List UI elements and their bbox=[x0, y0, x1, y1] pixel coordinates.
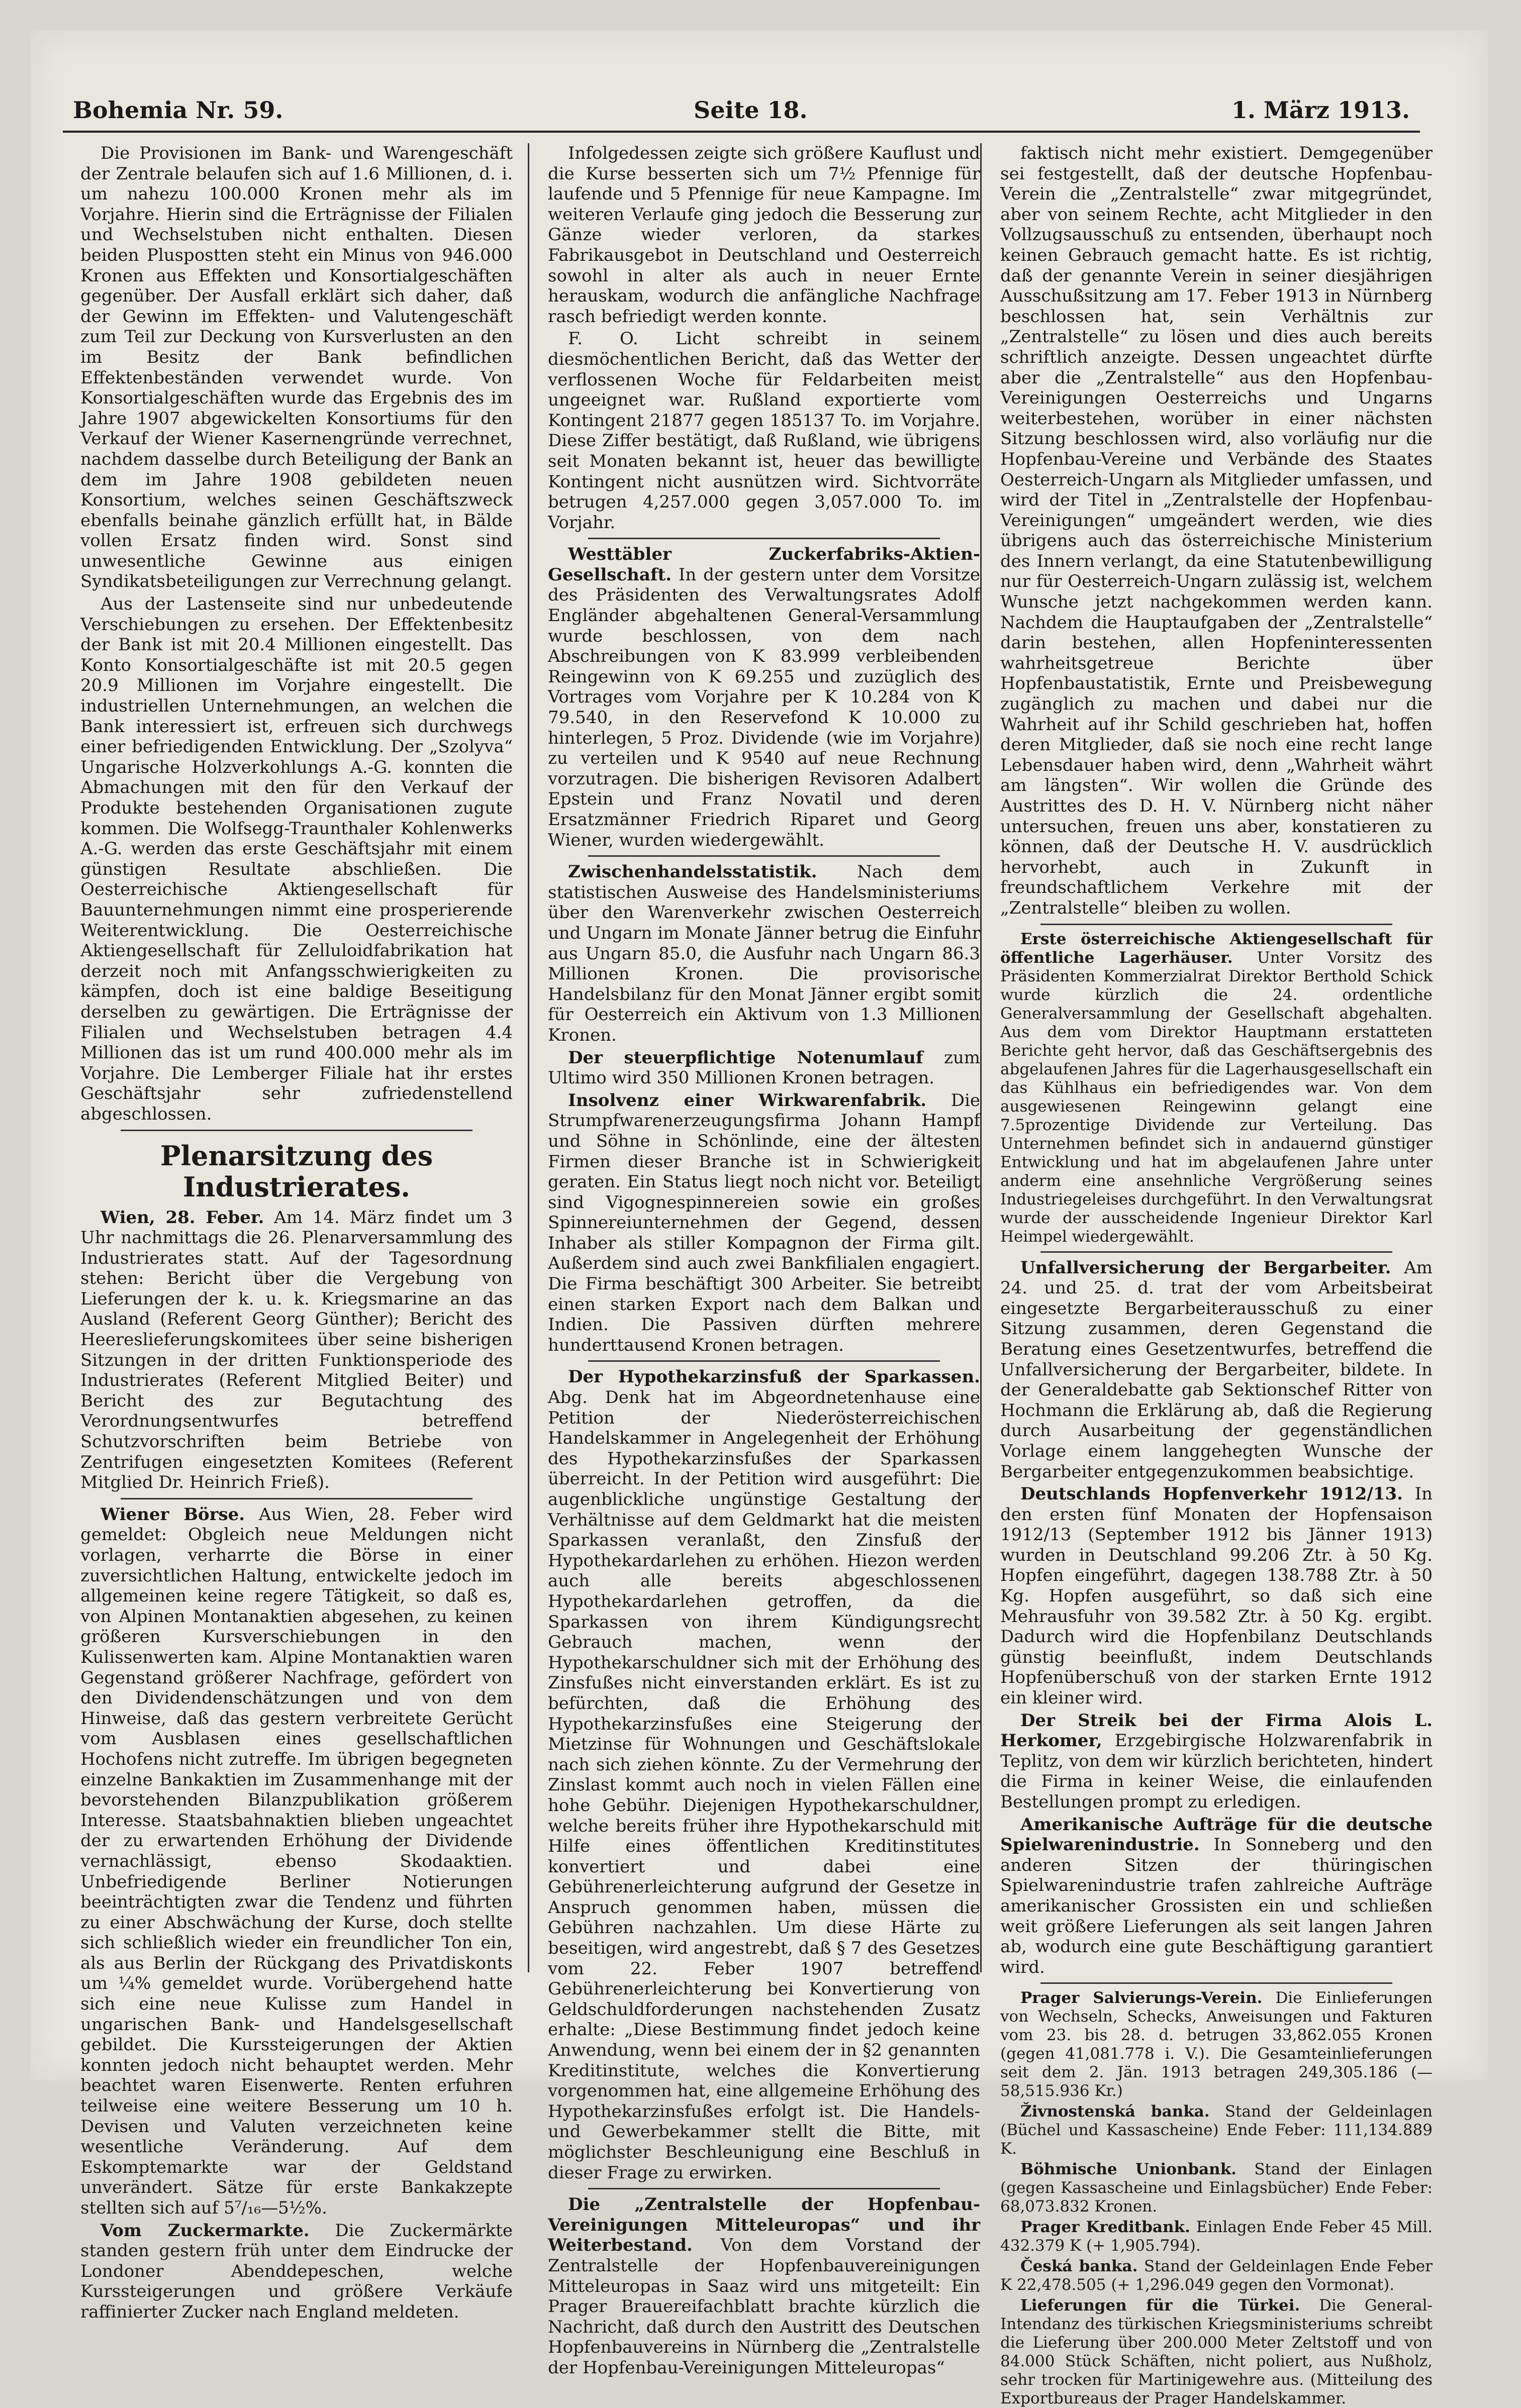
article-divider bbox=[588, 2188, 940, 2189]
article-lead: Prager Kreditbank. bbox=[1020, 2218, 1190, 2237]
article-divider bbox=[121, 1130, 472, 1131]
article-paragraph bbox=[1000, 1484, 1433, 1709]
article-body: Am 14. März findet um 3 Uhr nachmittags die 26. Plenarversammlung des Industrierates statt. Auf der Tagesordnung stehen: Bericht über die Vergebung von Lieferungen der k. u. k. Kriegsmarine an das Ausland (Referent Georg Günther); Bericht des Heereslieferungskomitees über seine bisherigen Sitzungen in der dritten Funktionsperiode des Industrierates (Referent Mitglied Beiter) und Bericht des zur Begutachtung des Verordnungsentwurfes betreffend Schutzvorschriften beim Betriebe von Zentrifugen eingesetzten Komitees (Referent Mitglied Dr. Heinrich Frieß). bbox=[80, 1207, 513, 1493]
article-body: Aus Wien, 28. Feber wird gemeldet: Obgleich neue Meldungen nicht vorlagen, verharrte die Börse in einer zuversichtlichen Haltung, entwickelte jedoch im allgemeinen keine regere Tätigkeit, so daß es, von Alpinen Montanaktien abgesehen, zu keinen größeren Kursverschiebungen in den Kulissenwerten kam. Alpine Montanaktien waren Gegenstand größerer Nachfrage, gefördert von den Dividendenschätzungen und von dem Hinweise, daß das gestern verbreitete Gerücht vom Ausblasen eines gesellschaftlichen Hochofens nicht zutreffe. Im übrigen begegneten einzelne Bankaktien im Zusammenhange mit der bevorstehenden Bilanzpublikation größerem Interesse. Staatsbahnaktien blieben ungeachtet der zu erwartenden Erhöhung der Dividende vernachlässigt, ebenso Skodaaktien. Unbefriedigende Berliner Notierungen beeinträchtigten zwar die Tendenz und führten zu einer Abschwächung der Kurse, doch stellte sich schließlich wieder ein freundlicher Ton ein, als aus Berlin der Rückgang des Privatdiskonts um ¼% gemeldet wurde. Vorübergehend hatte sich eine neue Kulisse zum Handel in ungarischen Bank- und Handelsgesellschaft gebildet. Die Kurssteigerungen der Aktien konnten jedoch nicht behauptet werden. Mehr beachtet waren Eisenwerte. Renten erfuhren teilweise eine weitere Besserung um 10 h. Devisen und Valuten verzeichneten keine wesentliche Veränderung. Auf dem Eskomptemarkte war der Geldstand unverändert. Sätze für erste Bankakzepte stellten sich auf 5⁷/₁₆—5½%. bbox=[80, 1504, 513, 2218]
article-paragraph bbox=[1000, 2257, 1433, 2294]
article-body: Erzgebirgische Holzwarenfabrik in Teplitz, von dem wir kürzlich berichteten, hindert die Firma in keiner Weise, die einlaufenden Bestellungen prompt zu erledigen. bbox=[1000, 1731, 1433, 1812]
article-lead: Živnostenská banka. bbox=[1020, 2102, 1210, 2121]
article-paragraph bbox=[1000, 930, 1433, 1246]
article-paragraph: faktisch nicht mehr existiert. Demgegenüber sei festgestellt, daß der deutsche Hopfenbau-Verein die „Zentralstelle“ zwar mitgegründet, aber von seinem Rechte, acht Mitglieder in den Vollzugsausschuß zu entsenden, überhaupt noch keinen Gebrauch gemacht hatte. Es ist richtig, daß der genannte Verein in seiner diesjährigen Ausschußsitzung am 17. Feber 1913 in Nürnberg beschlossen hat, sein Verhältnis zur „Zentralstelle“ zu lösen und dies auch bereits schriftlich anzeigte. Dessen ungeachtet dürfte aber die „Zentralstelle“ aus den Hopfenbau-Vereinigungen Oesterreichs und Ungarns weiterbestehen, worüber in einer nächsten Sitzung beschlossen wird, also vorläufig nur die Hopfenbau-Vereine und Verbände des Staates Oesterreich-Ungarn als Mitglieder umfassen, und wird der Titel in „Zentralstelle der Hopfenbau-Vereinigungen“ umgeändert werden, wie dies übrigens auch das österreichische Ministerium des Innern verlangt, da eine Statutenbewilligung nur für Oesterreich-Ungarn zulässig ist, welchem Wunsche jetzt nachgekommen werden kann. Nachdem die Hauptaufgaben der „Zentralstelle“ darin bestehen, allen Hopfeninteressenten wahrheitsgetreue Berichte über Hopfenbaustatistik, Ernte und Preisbewegung zugänglich zu machen und dabei nur die Wahrheit auf ihr Schild geschrieben hat, hoffen deren Mitglieder, daß sie noch eine recht lange Lebensdauer haben wird, denn „Wahrheit währt am längsten“. Wir wollen die Gründe des Austrittes des D. H. V. Nürnberg nicht näher untersuchen, freuen uns aber, konstatieren zu können, daß der Deutsche H. V. ausdrücklich hervorhebt, auch in Zukunft in freundschaftlichem Verkehre mit der „Zentralstelle“ bleiben zu wollen. bbox=[1000, 143, 1433, 918]
article-body: Stand der Einlagen (gegen Kassascheine und Einlagsbücher) Ende Feber: 68,073.832 Kronen. bbox=[1000, 2160, 1433, 2216]
article-paragraph bbox=[1000, 1258, 1433, 1482]
article-paragraph bbox=[1000, 2218, 1433, 2255]
article-body: In der gestern unter dem Vorsitze des Präsidenten des Verwaltungsrates Adolf Engländer abgehaltenen General-Versammlung wurde beschlossen, von dem nach Abschreibungen von K 83.999 verbleibenden Reingewinn von K 69.255 und zuzüglich des Vortrages vom Vorjahre per K 10.284 von K 79.540, in den Reservefond K 10.000 zu hinterlegen, 5 Proz. Dividende (wie im Vorjahre) zu verteilen und K 9540 auf neue Rechnung vorzutragen. Die bisherigen Revisoren Adalbert Epstein und Franz Novatil und deren Ersatzmänner Friedrich Riparet und Georg Wiener, wurden wiedergewählt. bbox=[548, 564, 981, 850]
article-divider bbox=[1040, 1251, 1392, 1253]
article-paragraph bbox=[1000, 1711, 1433, 1813]
article-paragraph bbox=[548, 1090, 980, 1356]
article-lead: Westtäbler Zuckerfabriks-Aktien-Gesellschaft. bbox=[548, 544, 980, 585]
article-body: Am 24. und 25. d. trat der vom Arbeitsbeirat eingesetzte Bergarbeiterausschuß zu einer Sitzung zusammen, deren Gegenstand die Beratung eines Gesetzentwurfes, betreffend die Unfallversicherung der Bergarbeiter, bildete. In der Generaldebatte gab Sektionschef Ritter von Hochmann die Erklärung ab, daß die Regierung durch Ausarbeitung der gegenständlichen Vorlage einem langgehegten Wunsche der Bergarbeiter entgegenzukommen beabsichtige. bbox=[1000, 1257, 1433, 1482]
column-divider bbox=[980, 143, 982, 1972]
article-lead: Deutschlands Hopfenverkehr 1912/13. bbox=[1020, 1484, 1403, 1504]
article-body: In den ersten fünf Monaten der Hopfensaison 1912/13 (September 1912 bis Jänner 1913) wurden in Deutschland 99.206 Ztr. à 50 Kg. Hopfen eingeführt, dagegen 138.788 Ztr. à 50 Kg. Hopfen ausgeführt, so daß sich eine Mehrausfuhr von 39.582 Ztr. à 50 Kg. ergibt. Dadurch wird die Hopfenbilanz Deutschlands günstig beeinflußt, indem Deutschlands Hopfenüberschuß von der starken Ernte 1912 ein kleiner wird. bbox=[1000, 1484, 1433, 1709]
article-lead: Der Hypothekarzinsfuß der Sparkassen. bbox=[568, 1367, 980, 1387]
article-lead: Lieferungen für die Türkei. bbox=[1020, 2296, 1300, 2315]
article-lead: Der steuerpflichtige Notenumlauf bbox=[568, 1047, 923, 1068]
header-date: 1. März 1913. bbox=[1231, 96, 1410, 124]
article-divider bbox=[121, 1498, 472, 1499]
article-lead: Erste österreichische Aktiengesellschaft für öffentliche Lagerhäuser. bbox=[1000, 930, 1433, 967]
section-heading: Plenarsitzung des Industrierates. bbox=[160, 1139, 433, 1203]
article-lead: Česká banka. bbox=[1020, 2257, 1138, 2276]
article-body: zum Ultimo wird 350 Millionen Kronen betragen. bbox=[548, 1047, 980, 1088]
article-lead: Wiener Börse. bbox=[101, 1504, 245, 1525]
article-divider bbox=[1040, 1982, 1392, 1984]
article-body: Die Strumpfwarenerzeugungsfirma Johann Hampf und Söhne in Schönlinde, eine der ältesten Firmen dieser Branche ist in Schwierigkeit geraten. Ein Status liegt noch nicht vor. Beteiligt sind Vigognespinnereien sowie ein großes Spinnereiunternehmen der Gegend, dessen Inhaber als stiller Kompagnon der Firma gilt. Außerdem sind auch zwei Bankfilialen engagiert. Die Firma beschäftigt 300 Arbeiter. Sie betreibt einen starken Export nach dem Balkan und Indien. Die Passiven dürften mehrere hunderttausend Kronen betragen. bbox=[548, 1090, 981, 1355]
article-paragraph bbox=[548, 862, 980, 1045]
article-lead: Die „Zentralstelle der Hopfenbau-Vereinigungen Mitteleuropas“ und ihr Weiterbestand. bbox=[548, 2194, 980, 2256]
article-lead: Wien, 28. Feber. bbox=[101, 1207, 264, 1228]
article-paragraph bbox=[80, 2221, 513, 2323]
article-paragraph bbox=[80, 1504, 513, 2219]
column-3 bbox=[1000, 143, 1433, 2408]
article-paragraph bbox=[548, 1367, 980, 2183]
article-lead: Böhmische Unionbank. bbox=[1020, 2160, 1237, 2179]
page-header bbox=[63, 85, 1420, 133]
article-divider bbox=[588, 1360, 940, 1362]
article-lead: Insolvenz einer Wirkwarenfabrik. bbox=[568, 1090, 927, 1111]
article-body: Die General-Intendanz des türkischen Kriegsministeriums schreibt die Lieferung über 200.000 Meter Zeltstoff und von 84.000 Stück Schäften, nicht poliert, aus Nußholz, sehr trocken für Martinigewehre aus. (Mitteilung des Exportbureaus der Prager Handelskammer. bbox=[1000, 2296, 1433, 2408]
article-paragraph bbox=[1000, 2160, 1433, 2216]
article-paragraph bbox=[548, 2194, 980, 2378]
article-body: Einlagen Ende Feber 45 Mill. 432.379 K (+ 1,905.794). bbox=[1000, 2218, 1433, 2255]
article-lead: Der Streik bei der Firma Alois L. Herkomer, bbox=[1000, 1710, 1433, 1751]
article-lead: Vom Zuckermarkte. bbox=[101, 2220, 310, 2241]
article-body: Von dem Vorstand der Zentralstelle der Hopfenbauvereinigungen Mitteleuropas in Saaz wird uns mitgeteilt: Ein Prager Brauereifachblatt brachte kürzlich die Nachricht, daß durch den Austritt des Deutschen Hopfenbauvereins in Nürnberg die „Zentralstelle der Hopfenbau-Vereinigungen Mitteleuropas“ bbox=[548, 2235, 981, 2378]
header-page-number: Seite 18. bbox=[694, 96, 808, 124]
article-paragraph: F. O. Licht schreibt in seinem diesmöchentlichen Bericht, daß das Wetter der verflossenen Woche für Feldarbeiten meist ungeeignet war. Rußland exportierte vom Kontingent 21877 gegen 185137 To. im Vorjahre. Diese Ziffer bestätigt, daß Rußland, wie übrigens seit Monaten bekannt ist, heuer das bewilligte Kontingent nicht ausnützen wird. Sichtvorräte betrugen 4,257.000 gegen 3,057.000 To. im Vorjahr. bbox=[548, 329, 980, 533]
article-paragraph bbox=[548, 1048, 980, 1088]
article-lead: Unfallversicherung der Bergarbeiter. bbox=[1020, 1257, 1391, 1278]
article-paragraph bbox=[1000, 1815, 1433, 1978]
article-body: Abg. Denk hat im Abgeordnetenhause eine Petition der Niederösterreichischen Handelskammer in Angelegenheit der Erhöhung des Hypothekarzinsfußes der Sparkassen überreicht. In der Petition wird ausgeführt: Die augenblickliche ungünstige Gestaltung der Verhältnisse auf dem Geldmarkt hat die meisten Sparkassen veranlaßt, den Zinsfuß der Hypothekardarlehen zu erhöhen. Hiezon werden auch alle bereits abgeschlossenen Hypothekardarlehen getroffen, da die Sparkassen von ihrem Kündigungsrecht Gebrauch machen, wenn der Hypothekarschuldner sich mit der Erhöhung des Zinsfußes nicht einverstanden erklärt. Es ist zu befürchten, daß die Erhöhung des Hypothekarzinsfußes eine Steigerung der Mietzinse für Wohnungen und Geschäftslokale nach sich ziehen könnte. Zu der Vermehrung der Zinslast kommt auch noch in vielen Fällen eine hohe Gebühr. Diejenigen Hypothekarschuldner, welche bereits früher ihre Hypothekarschuld mit Hilfe eines öffentlichen Kreditinstitutes konvertiert und dabei eine Gebührenerleichterung aufgrund der Gesetze in Anspruch genommen haben, müssen die Gebühren nachzahlen. Um diese Härte zu beseitigen, wird angestrebt, daß § 7 des Gesetzes vom 22. Feber 1907 betreffend Gebührenerleichterung bei Konvertierung von Geldschuldforderungen nachstehenden Zusatz erhalte: „Diese Bestimmung findet jedoch keine Anwendung, wenn bei einem der in §2 genannten Kreditinstitute, welches die Konvertierung vorgenommen hat, eine allgemeine Erhöhung des Hypothekarzinsfußes erfolgt ist. Die Handels- und Gewerbekammer stellt die Bitte, mit möglichster Beschleunigung eine Beschluß in dieser Frage zu erwirken. bbox=[548, 1387, 980, 2183]
article-paragraph: Infolgedessen zeigte sich größere Kauflust und die Kurse besserten sich um 7½ Pfennige für laufende und 5 Pfennige für neue Kampagne. Im weiteren Verlaufe ging jedoch die Besserung zur Gänze wieder verloren, da starkes Fabrikausgebot in Deutschland und Oesterreich sowohl in alter als auch in neuer Ernte herauskam, wodurch die anfängliche Nachfrage rasch befriedigt werden konnte. bbox=[548, 143, 980, 327]
article-paragraph bbox=[1000, 1989, 1433, 2100]
article-lead: Prager Salvierungs-Verein. bbox=[1020, 1989, 1263, 2008]
article-divider bbox=[588, 538, 940, 539]
column-2 bbox=[548, 143, 981, 2378]
article-divider bbox=[588, 855, 940, 857]
article-paragraph bbox=[80, 1208, 513, 1493]
article-body: Die Zuckermärkte standen gestern früh unter dem Eindrucke der Londoner Abenddepeschen, welche Kurssteigerungen und größere Verkäufe raffinierter Zucker nach England meldeten. bbox=[80, 2220, 513, 2322]
article-paragraph bbox=[1000, 2102, 1433, 2158]
article-lead: Zwischenhandelsstatistik. bbox=[568, 862, 817, 882]
article-divider bbox=[1040, 924, 1392, 925]
article-body: Unter Vorsitz des Präsidenten Kommerzialrat Direktor Berthold Schick wurde kürzlich die 24. ordentliche Generalversammlung der Gesellschaft abgehalten. Aus dem vom Direktor Hauptmann erstatteten Berichte geht hervor, daß das Geschäftsergebnis des abgelaufenen Jahres für die Lagerhausgesellschaft ein das Kühlhaus ein befriedigendes war. Von dem ausgewiesenen Reingewinn gelangt eine 7.5prozentige Dividende zur Verteilung. Das Unternehmen befindet sich in andauernd günstiger Entwicklung und hat im abgelaufenen Jahre unter anderm eine ansehnliche Vergrößerung seines Industriegeleises durchgeführt. In den Verwaltungsrat wurde der ausscheidende Ingenieur Direktor Karl Heimpel wiedergewählt. bbox=[1000, 948, 1433, 1246]
column-1 bbox=[80, 143, 513, 2322]
article-body: Nach dem statistischen Ausweise des Handelsministeriums über den Warenverkehr zwischen Oesterreich und Ungarn im Monate Jänner betrug die Einfuhr aus Ungarn 85.0, die Ausfuhr nach Ungarn 86.3 Millionen Kronen. Die provisorische Handelsbilanz für den Monat Jänner ergibt somit für Oesterreich ein Aktivum von 1.3 Millionen Kronen. bbox=[548, 862, 980, 1045]
article-body: In Sonneberg und den anderen Sitzen der thüringischen Spielwarenindustrie trafen zahlreiche Aufträge amerikanischer Grossisten ein und schließen weit größere Lieferungen als seit langen Jahren ab, wodurch eine gute Beschäftigung garantiert wird. bbox=[1000, 1835, 1433, 1977]
header-issue: Bohemia Nr. 59. bbox=[73, 96, 283, 124]
column-divider bbox=[528, 143, 529, 1972]
article-paragraph: Aus der Lastenseite sind nur unbedeutende Verschiebungen zu ersehen. Der Effektenbesitz der Bank ist mit 20.4 Millionen eingestellt. Das Konto Konsortialgeschäfte ist mit 20.5 gegen 20.9 Millionen im Vorjahre eingestellt. Die industriellen Unternehmungen, an welchen die Bank interessiert ist, erfreuen sich durchwegs einer befriedigenden Entwicklung. Der „Szolyva“ Ungarische Holzverkohlungs A.-G. konnten die Abmachungen mit den für den Verkauf der Produkte bestehenden Organisationen zugute kommen. Die Wolfsegg-Traunthaler Kohlenwerks A.-G. werden das erste Geschäftsjahr mit einem günstigen Resultate abschließen. Die Oesterreichische Aktiengesellschaft für Bauunternehmungen nimmt eine prosperierende Weiterentwicklung. Die Oesterreichische Aktiengesellschaft für Zelluloidfabrikation hat derzeit noch mit Anfangsschwierigkeiten zu kämpfen, doch ist eine baldige Beseitigung derselben zu gewärtigen. Die Erträgnisse der Filialen und Wechselstuben betragen 4.4 Millionen das ist um rund 400.000 mehr als im Vorjahre. Die Lemberger Filiale hat ihr erstes Geschäftsjahr sehr zufriedenstellend abgeschlossen. bbox=[80, 594, 513, 1124]
article-paragraph: Die Provisionen im Bank- und Warengeschäft der Zentrale belaufen sich auf 1.6 Millionen, d. i. um nahezu 100.000 Kronen mehr als im Vorjahre. Hierin sind die Erträgnisse der Filialen und Wechselstuben nicht enthalten. Diesen beiden Pluspostten steht ein Minus von 946.000 Kronen aus Effekten und Konsortialgeschäften gegenüber. Der Ausfall erklärt sich daher, daß der Gewinn im Effekten- und Valutengeschäft zum Teil zur Deckung von Kursverlusten an den im Besitz der Bank befindlichen Effektenbeständen verwendet wurde. Von Konsortialgeschäften wurde das Ergebnis des im Jahre 1907 abgewickelten Konsortiums für den Verkauf der Wiener Kasernengründe verrechnet, nachdem dasselbe durch Beteiligung der Bank an dem im Jahre 1908 gebildeten neuen Konsortium, welches seinen Geschäftszweck ebenfalls beinahe gänzlich erfüllt hat, in Bälde vollen Ersatz finden wird. Sonst sind unwesentliche Gewinne aus einigen Syndikatsbeteiligungen zur Verrechnung gelangt. bbox=[80, 143, 513, 592]
article-paragraph bbox=[548, 544, 980, 850]
article-body: Stand der Geldeinlagen Ende Feber K 22,478.505 (+ 1,296.049 gegen den Vormonat). bbox=[1000, 2257, 1433, 2294]
article-paragraph bbox=[1000, 2296, 1433, 2408]
article-body: Die Einlieferungen von Wechseln, Schecks, Anweisungen und Fakturen vom 23. bis 28. d. betrugen 33,862.055 Kronen (gegen 41,081.778 i. V.). Die Gesamteinlieferungen seit dem 2. Jän. 1913 betragen 249,305.186 (— 58,515.936 Kr.) bbox=[1000, 1989, 1433, 2100]
article-lead: Amerikanische Aufträge für die deutsche Spielwarenindustrie. bbox=[1000, 1814, 1433, 1855]
article-body: Stand der Geldeinlagen (Büchel und Kassascheine) Ende Feber: 111,134.889 K. bbox=[1000, 2102, 1433, 2158]
